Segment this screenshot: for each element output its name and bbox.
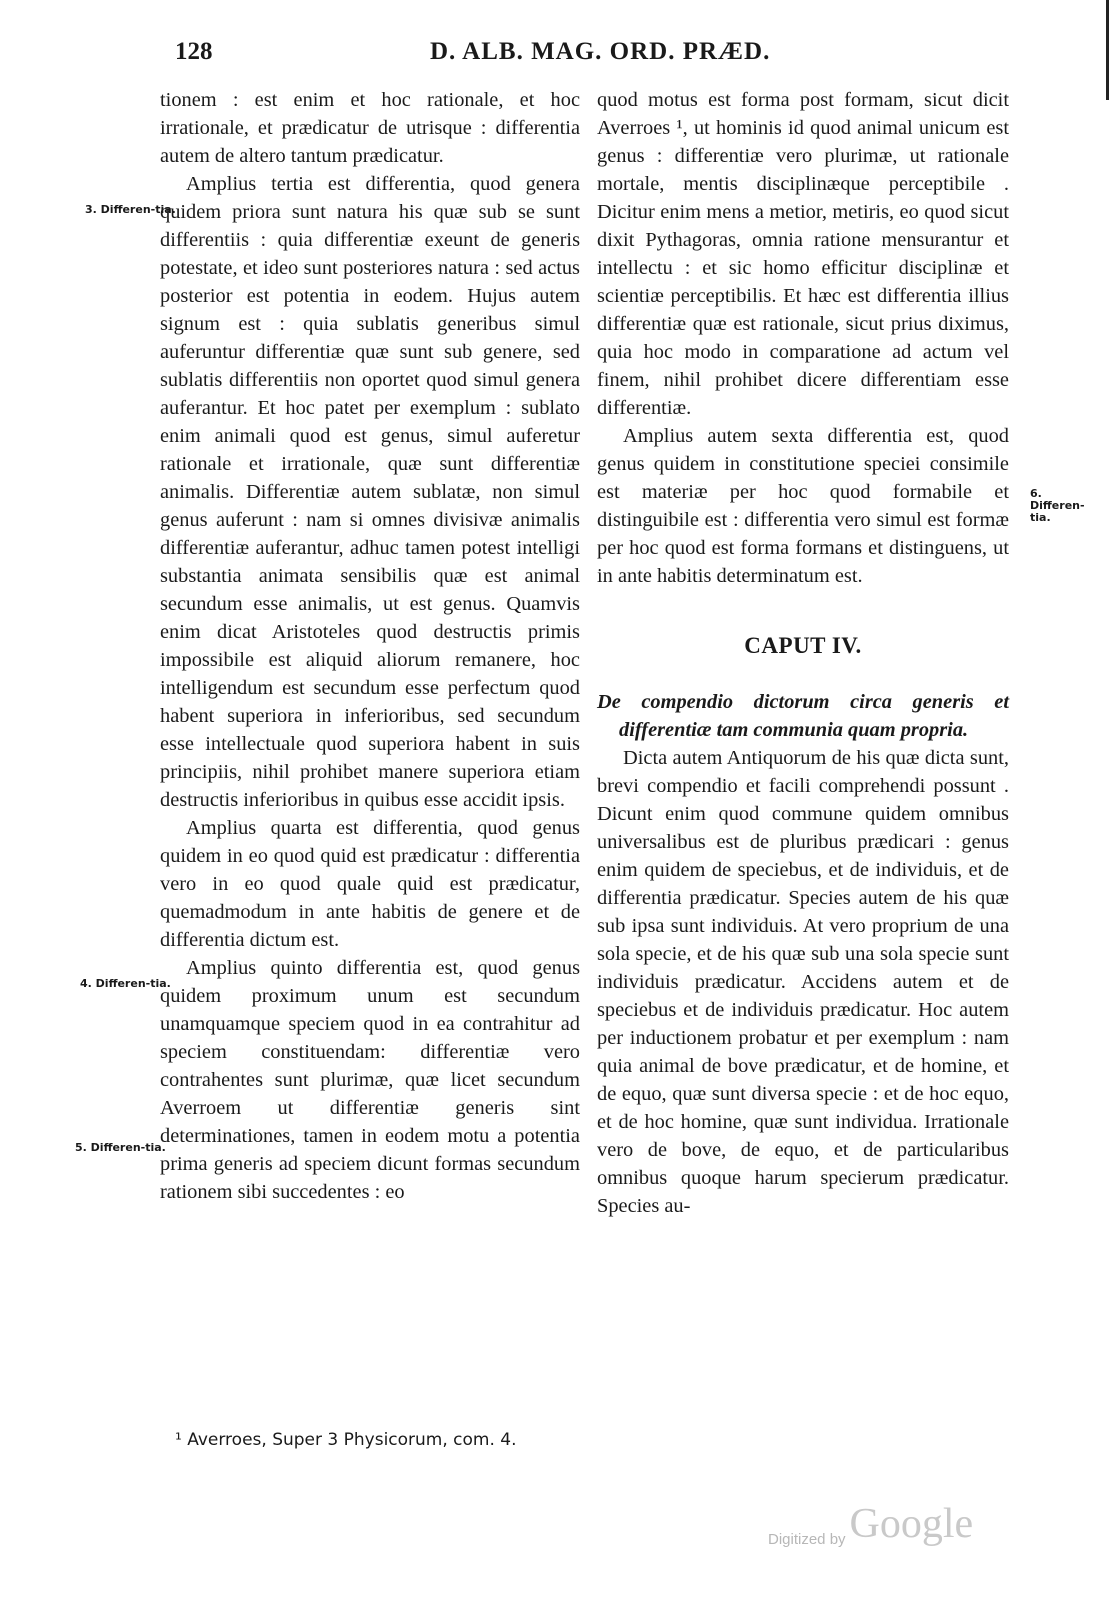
- paragraph: Amplius quarta est differentia, quod genus quidem in eo quod quid est prædicatur : differentia vero in eo quod quale quid est prædicatur, quemadmodum in ante habitis de genere et de differentia dictum est.: [160, 817, 580, 951]
- paragraph: Amplius tertia est differentia, quod genera quidem priora sunt natura his quæ sub se sunt differentiis : quia differentiæ exeunt de generis potestate, et ideo sunt posteriores natura : sed actus posterior est potentia in eodem. Hujus autem signum est : quia sublatis generibus simul auferuntur differentiæ quæ sunt sub genere, sed sublatis differentiis non oportet quod simul genera auferantur. Et hoc patet per exemplum : sublato enim animali quod est genus, simul auferetur rationale et irrationale, quæ sunt differentiæ animalis. Differentiæ autem sublatæ, non simul genus auferunt : nam si omnes divisivæ animalis differentiæ auferantur, adhuc tamen potest intelligi substantia animata sensibilis quæ est animal secundum esse animalis, ut est genus. Quamvis enim dicat Aristoteles quod destructis primis impossibile est aliquid aliorum remanere, hoc intelligendum est secundum esse perfectum quod habent superiora in inferioribus, sed secundum esse intellectuale quod superiora habent in suis principiis, nihil prohibet manere superiora etiam destructis inferioribus in quibus esse accidit ipsis.: [160, 173, 580, 811]
- margin-note-6: 6. Differen-tia.: [1030, 487, 1085, 524]
- margin-note-4: 4. Differen-tia.: [80, 977, 171, 990]
- chapter-heading: CAPUT IV.: [744, 633, 862, 658]
- paragraph: Dicta autem Antiquorum de his quæ dicta sunt, brevi compendio et facili comprehendi possunt . Dicunt enim quod commune quidem omnibus universalibus est de pluribus prædicari : genus enim quidem de speciebus, et de individuis, et de differentia prædicatur. Species autem de his quæ sub ipsa sunt individuis. At vero proprium de una sola specie, et de his quæ sub una sola specie sunt individuis prædicatur. Accidens autem et de speciebus et de individuis prædicatur. Hoc autem per inductionem probatur et per exemplum : nam quia animal de bove prædicatur, et de homine, et de equo, quæ sunt diversa specie : et de hoc equo, et de hoc homine, quæ sunt individua. Irrationale vero de bove, de equo, et de particularibus omnibus quoque harum specierum prædicatur. Species au-: [597, 747, 1009, 1217]
- google-watermark: [768, 1500, 973, 1548]
- watermark-label: Digitized by: [768, 1531, 846, 1548]
- margin-note-5: 5. Differen-tia.: [75, 1141, 166, 1154]
- page-header: [0, 38, 1113, 78]
- right-column: [597, 86, 1009, 1220]
- running-head: D. ALB. MAG. ORD. PRÆD.: [430, 38, 771, 65]
- left-column: [160, 86, 580, 1206]
- paragraph: Amplius quinto differentia est, quod genus quidem proximum unum est secundum unamquamque speciem quod in ea contrahitur ad speciem constituendam: differentiæ vero contrahentes sunt plurimæ, quæ licet secundum Averroem ut differentiæ generis sint determinationes, tamen in eodem motu a potentia prima generis ad speciem dicunt formas secundum rationem sibi succedentes : eo: [160, 957, 580, 1203]
- chapter-summary: De compendio dictorum circa generis et differentiæ tam communia quam propria.: [597, 691, 1009, 741]
- margin-note-3: 3. Differen-tia.: [85, 203, 176, 216]
- google-logo: Google: [849, 1501, 974, 1547]
- paragraph: quod motus est forma post formam, sicut dicit Averroes ¹, ut hominis id quod animal unicum est genus : differentiæ vero plurimæ, ut rationale mortale, mentis disciplinæque perceptibile . Dicitur enim mens a metior, metiris, eo quod sicut dixit Pythagoras, omnia ratione mensurantur et intellectu : et sic homo efficitur disciplinæ et scientiæ perceptibilis. Et hæc est differentia illius differentiæ quæ est rationale, sicut prius diximus, quia hoc modo in comparatione ad actum vel finem, nihil prohibet dicere differentiam esse differentiæ.: [597, 89, 1009, 419]
- scan-edge-line: [1106, 0, 1109, 100]
- paragraph: Amplius autem sexta differentia est, quod genus quidem in constitutione speciei consimile est materiæ per hoc quod formabile et distinguibile est : differentia vero simul est formæ per hoc quod est forma formans et distinguens, ut in ante habitis determinatum est.: [597, 425, 1009, 587]
- paragraph: tionem : est enim et hoc rationale, et hoc irrationale, et prædicatur de utrisque : differentia autem de altero tantum prædicatur.: [160, 89, 580, 167]
- page-number: 128: [175, 38, 213, 65]
- footnote: ¹ Averroes, Super 3 Physicorum, com. 4.: [175, 1430, 517, 1450]
